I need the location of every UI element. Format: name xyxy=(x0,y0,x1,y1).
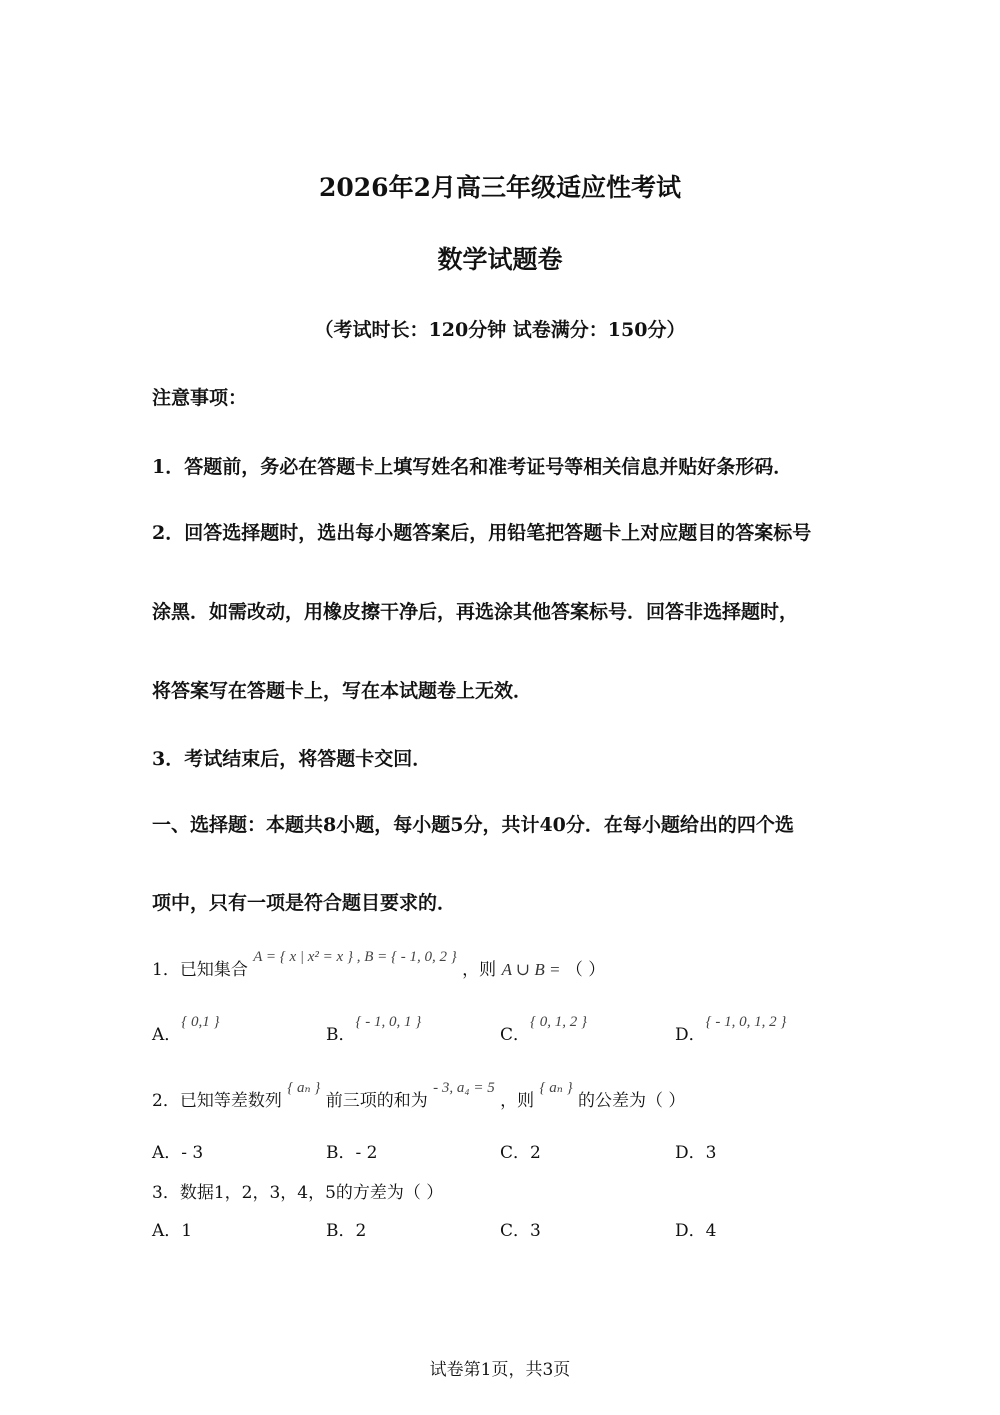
question-3-stem: 3．数据1，2，3，4，5的方差为（ ） xyxy=(152,1183,444,1203)
question-2-then: ，则 xyxy=(500,1091,535,1111)
option-label: A． xyxy=(152,1143,182,1163)
option-label: C． xyxy=(500,1221,531,1241)
exam-title: 2026年2月高三年级适应性考试 xyxy=(319,173,681,202)
question-2-option-c[interactable] xyxy=(500,1138,541,1163)
notice-heading: 注意事项： xyxy=(152,387,248,409)
question-1-option-a[interactable] xyxy=(152,1014,220,1045)
question-3-option-a[interactable] xyxy=(152,1216,192,1241)
option-label: A． xyxy=(152,1025,182,1045)
option-value: 3 xyxy=(530,1221,541,1241)
question-1-stem xyxy=(152,949,606,980)
question-1-option-c[interactable] xyxy=(500,1014,588,1045)
option-value: - 3 xyxy=(181,1143,204,1163)
exam-subtitle: 数学试题卷 xyxy=(437,245,563,274)
question-2-end: 的公差为（ ） xyxy=(578,1091,686,1111)
option-label: A． xyxy=(152,1221,182,1241)
question-2-prefix: 2．已知等差数列 xyxy=(152,1091,282,1111)
option-label: B． xyxy=(326,1143,356,1163)
question-1-option-b[interactable] xyxy=(326,1014,422,1045)
option-label: C． xyxy=(500,1143,531,1163)
option-label: D． xyxy=(675,1025,706,1045)
question-1-prefix: 1．已知集合 xyxy=(152,960,248,980)
question-3-option-b[interactable] xyxy=(326,1216,366,1241)
question-1-option-d[interactable] xyxy=(675,1014,787,1045)
option-label: B． xyxy=(326,1221,356,1241)
option-value: { - 1, 0, 1, 2 } xyxy=(705,1014,787,1030)
exam-meta: （考试时长：120分钟 试卷满分：150分） xyxy=(314,319,686,341)
section-heading-line-2: 项中，只有一项是符合题目要求的． xyxy=(152,892,457,914)
notice-item-1: 1．答题前，务必在答题卡上填写姓名和准考证号等相关信息并贴好条形码． xyxy=(152,456,793,478)
option-label: B． xyxy=(326,1025,356,1045)
question-3-option-d[interactable] xyxy=(675,1216,716,1241)
section-heading-line-1: 一、选择题：本题共8小题，每小题5分，共计40分．在每小题给出的四个选 xyxy=(152,814,794,836)
option-value: { - 1, 0, 1 } xyxy=(355,1014,422,1030)
question-1-then: ，则 xyxy=(462,960,497,980)
question-2-option-a[interactable] xyxy=(152,1138,203,1163)
notice-item-2-line-3: 将答案写在答题卡上，写在本试题卷上无效． xyxy=(152,680,533,702)
notice-item-3: 3．考试结束后，将答题卡交回． xyxy=(152,748,432,770)
question-1-blank: （ ） xyxy=(565,960,606,980)
question-2-mid: 前三项的和为 xyxy=(325,1091,428,1111)
notice-item-2-line-1: 2．回答选择题时，选出每小题答案后，用铅笔把答题卡上对应题目的答案标号 xyxy=(152,522,812,544)
option-value: { 0,1 } xyxy=(181,1014,220,1030)
question-3-option-c[interactable] xyxy=(500,1216,541,1241)
question-2-sequence-2: { aₙ } xyxy=(539,1080,573,1096)
question-2-sequence: { aₙ } xyxy=(287,1080,321,1096)
option-label: D． xyxy=(675,1143,706,1163)
option-value: 2 xyxy=(355,1221,367,1241)
option-value: - 2 xyxy=(355,1143,378,1163)
question-2-option-d[interactable] xyxy=(675,1138,716,1163)
question-1-union: A ∪ B = xyxy=(501,960,561,979)
question-1-sets: A = { x | x² = x } , B = { - 1, 0, 2 } xyxy=(253,949,457,965)
option-value: 3 xyxy=(705,1143,717,1163)
question-2-stem xyxy=(152,1080,686,1111)
option-value: 4 xyxy=(705,1221,717,1241)
notice-item-2-line-2: 涂黑．如需改动，用橡皮擦干净后，再选涂其他答案标号．回答非选择题时， xyxy=(152,601,799,623)
option-label: D． xyxy=(675,1221,706,1241)
question-2-option-b[interactable] xyxy=(326,1138,377,1163)
option-value: { 0, 1, 2 } xyxy=(530,1014,588,1030)
page-footer: 试卷第1页，共3页 xyxy=(429,1360,571,1380)
question-2-condition: - 3, a₄ = 5 xyxy=(433,1080,495,1096)
option-label: C． xyxy=(500,1025,531,1045)
option-value: 2 xyxy=(530,1143,541,1163)
option-value: 1 xyxy=(181,1221,193,1241)
